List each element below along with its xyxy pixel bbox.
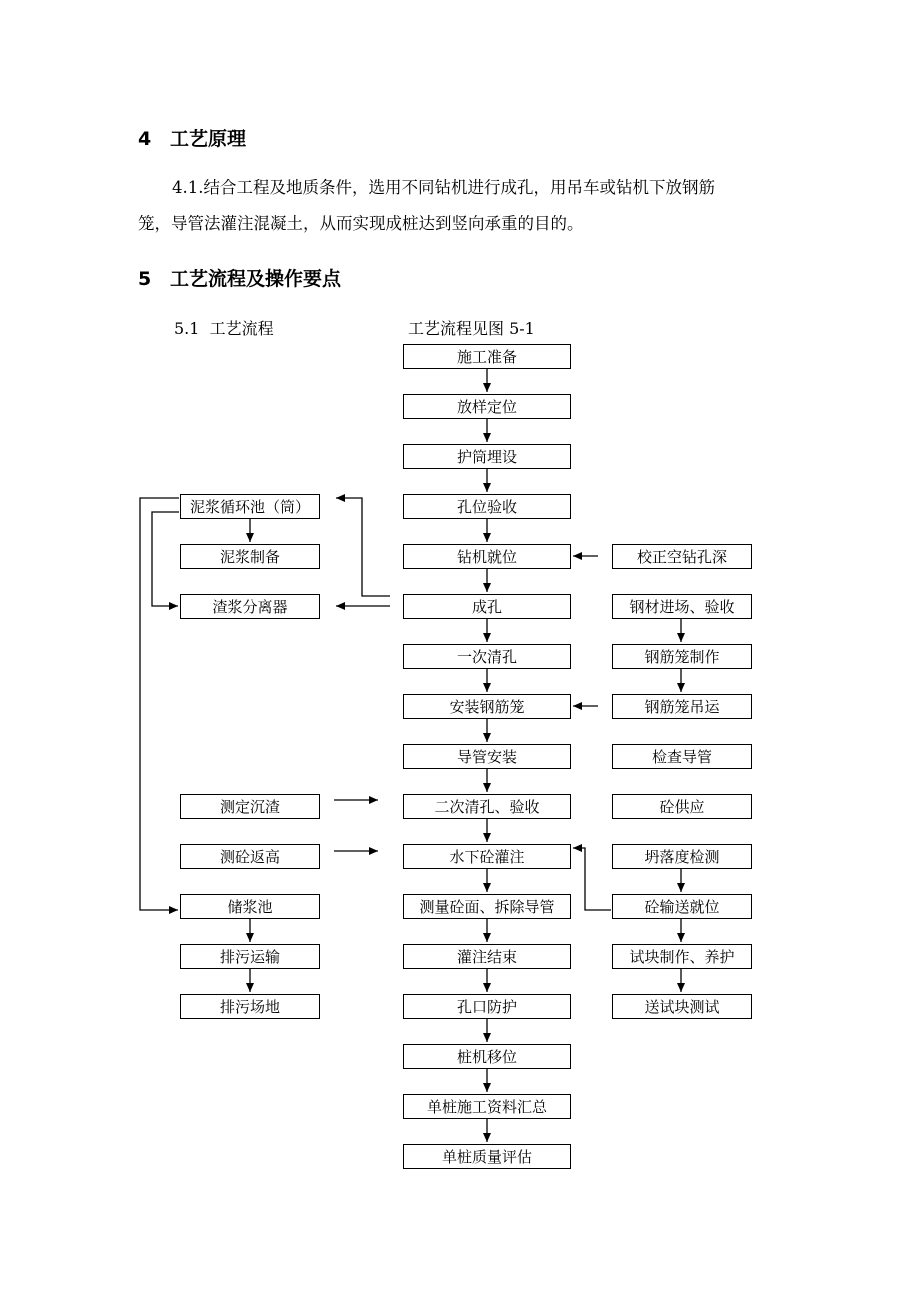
flow-step: 导管安装 bbox=[403, 744, 571, 769]
flow-step: 二次清孔、验收 bbox=[403, 794, 571, 819]
left-flow-step: 泥浆循环池（筒） bbox=[180, 494, 320, 519]
right-flow-step: 钢材进场、验收 bbox=[612, 594, 752, 619]
right-flow-step: 试块制作、养护 bbox=[612, 944, 752, 969]
flow-step: 安装钢筋笼 bbox=[403, 694, 571, 719]
left-flow-step: 渣浆分离器 bbox=[180, 594, 320, 619]
right-flow-step: 检查导管 bbox=[612, 744, 752, 769]
flow-step: 桩机移位 bbox=[403, 1044, 571, 1069]
right-flow-step: 送试块测试 bbox=[612, 994, 752, 1019]
flow-step: 护筒埋设 bbox=[403, 444, 571, 469]
flow-step: 测量砼面、拆除导管 bbox=[403, 894, 571, 919]
section-4-number: 4 bbox=[138, 128, 152, 150]
section-4-title: 工艺原理 bbox=[170, 128, 247, 150]
right-flow-step: 校正空钻孔深 bbox=[612, 544, 752, 569]
right-flow-step: 钢筋笼吊运 bbox=[612, 694, 752, 719]
section-5-title: 工艺流程及操作要点 bbox=[170, 268, 342, 290]
left-flow-step: 测定沉渣 bbox=[180, 794, 320, 819]
left-flow-step: 储浆池 bbox=[180, 894, 320, 919]
outer-loop-connector bbox=[140, 498, 179, 910]
right-flow-step: 坍落度检测 bbox=[612, 844, 752, 869]
flow-step: 施工准备 bbox=[403, 344, 571, 369]
section-5-number: 5 bbox=[138, 268, 152, 290]
right-flow-step: 砼供应 bbox=[612, 794, 752, 819]
loop-connector bbox=[336, 498, 390, 596]
flow-step: 单桩质量评估 bbox=[403, 1144, 571, 1169]
flow-step: 放样定位 bbox=[403, 394, 571, 419]
subsection-label: 5.1 工艺流程 bbox=[174, 319, 274, 338]
flow-step: 孔位验收 bbox=[403, 494, 571, 519]
flow-step: 灌注结束 bbox=[403, 944, 571, 969]
paragraph-line-1: 4.1.结合工程及地质条件，选用不同钻机进行成孔，用吊车或钻机下放钢筋 bbox=[172, 178, 715, 197]
right-to-main-arrow bbox=[573, 848, 611, 910]
flow-step: 钻机就位 bbox=[403, 544, 571, 569]
flow-step: 成孔 bbox=[403, 594, 571, 619]
left-flow-step: 测砼返高 bbox=[180, 844, 320, 869]
figure-caption: 工艺流程见图 5-1 bbox=[408, 319, 535, 338]
paragraph-line-2: 笼，导管法灌注混凝土，从而实现成桩达到竖向承重的目的。 bbox=[138, 214, 584, 233]
inner-loop-connector bbox=[152, 512, 179, 606]
right-flow-step: 钢筋笼制作 bbox=[612, 644, 752, 669]
left-flow-step: 排污运输 bbox=[180, 944, 320, 969]
right-flow-step: 砼输送就位 bbox=[612, 894, 752, 919]
left-flow-step: 排污场地 bbox=[180, 994, 320, 1019]
flow-step: 孔口防护 bbox=[403, 994, 571, 1019]
flow-step: 一次清孔 bbox=[403, 644, 571, 669]
flow-step: 水下砼灌注 bbox=[403, 844, 571, 869]
flow-step: 单桩施工资料汇总 bbox=[403, 1094, 571, 1119]
left-flow-step: 泥浆制备 bbox=[180, 544, 320, 569]
